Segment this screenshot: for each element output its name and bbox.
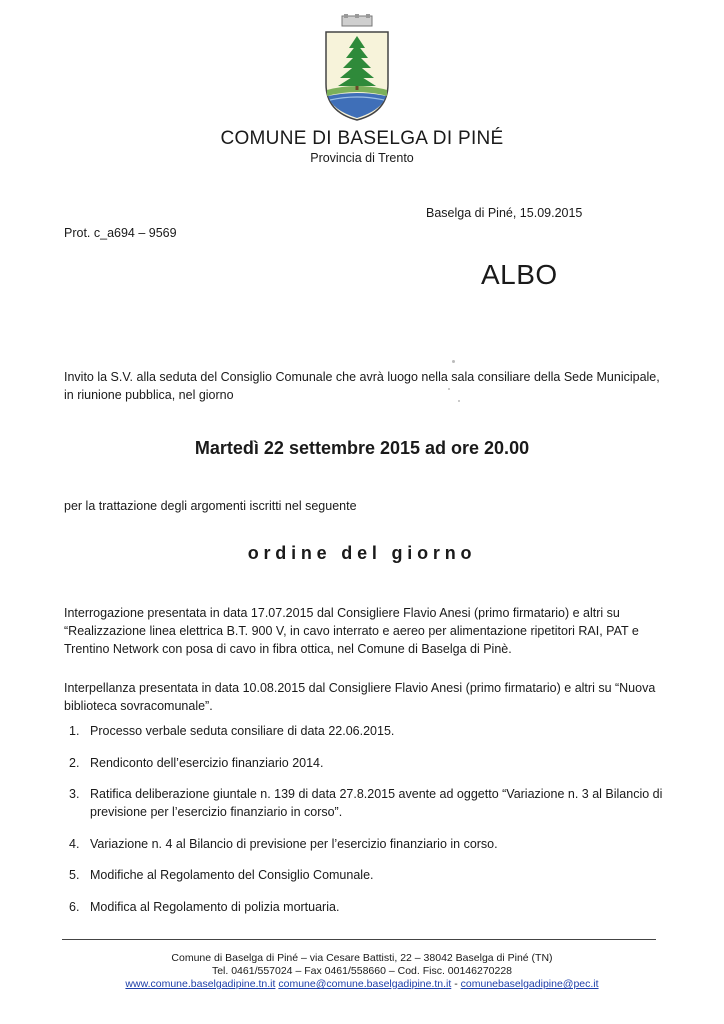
item-text: Variazione n. 4 al Bilancio di previsione per l’esercizio finanziario in corso. <box>90 836 498 851</box>
item-number: 4. <box>69 836 80 851</box>
protocol-number: Prot. c_a694 – 9569 <box>64 226 177 240</box>
invitation-paragraph: Invito la S.V. alla seduta del Consiglio Comunale che avrà luogo nella sala consiliare della Sede Municipale, in riunione pubblica, nel giorno <box>64 370 660 402</box>
email-link[interactable]: comune@comune.baselgadipine.tn.it <box>278 978 452 990</box>
item-text: Modifica al Regolamento di polizia mortuaria. <box>90 899 340 914</box>
meeting-date-heading: Martedì 22 settembre 2015 ad ore 20.00 <box>194 438 530 458</box>
item-text: Modifiche al Regolamento del Consiglio Comunale. <box>90 868 374 882</box>
item-number: 3. <box>69 787 80 801</box>
list-item <box>64 722 664 740</box>
footer-contacts: Tel. 0461/557024 – Fax 0461/558660 – Cod. Fisc. 00146270228 <box>211 965 513 977</box>
item-text: Ratifica deliberazione giuntale n. 139 di data 27.8.2015 avente ad oggetto “Variazione n. 3 al Bilancio di previsione per l’esercizio finanziario in corso”. <box>90 787 663 819</box>
footer-links <box>0 978 724 991</box>
pine-tree-crest-icon <box>322 14 392 122</box>
place-date: Baselga di Piné, 15.09.2015 <box>426 206 583 220</box>
agenda-list <box>64 722 664 929</box>
list-item <box>64 754 664 772</box>
item-number: 1. <box>69 724 80 738</box>
interpellanza-paragraph: Interpellanza presentata in data 10.08.2015 dal Consigliere Flavio Anesi (primo firmatario) e altri su “Nuova biblioteca sovracomunale”. <box>64 681 656 713</box>
list-item <box>64 898 664 916</box>
item-text: Processo verbale seduta consiliare di data 22.06.2015. <box>90 724 395 738</box>
link-separator: - <box>451 978 461 990</box>
list-item <box>64 785 664 821</box>
item-number: 6. <box>69 899 80 914</box>
item-text: Rendiconto dell’esercizio finanziario 2014. <box>90 755 324 770</box>
province-subtitle: Provincia di Trento <box>310 151 414 165</box>
albo-label: ALBO <box>481 259 558 290</box>
agenda-title: ordine del giorno <box>247 543 477 563</box>
footer-divider <box>62 939 656 940</box>
website-link[interactable]: www.comune.baselgadipine.tn.it <box>125 978 276 990</box>
scan-speck <box>452 360 455 363</box>
municipality-title: COMUNE DI BASELGA DI PINÉ <box>220 128 504 149</box>
footer-address: Comune di Baselga di Piné – via Cesare Battisti, 22 – 38042 Baselga di Piné (TN) <box>171 952 553 964</box>
item-number: 5. <box>69 868 80 882</box>
agenda-lead-text: per la trattazione degli argomenti iscritti nel seguente <box>64 499 357 513</box>
interrogazione-paragraph: Interrogazione presentata in data 17.07.2015 dal Consigliere Flavio Anesi (primo firmatario) e altri su “Realizzazione linea elettrica B.T. 900 V, in cavo interrato e aereo per alimentazione ripetitori RAI, PAT e Trentino Network con posa di cavo in fibra ottica, nel Comune di Baselga di Pinè. <box>64 606 639 656</box>
list-item <box>64 866 664 884</box>
pec-email-link[interactable]: comunebaselgadipine@pec.it <box>460 978 599 990</box>
list-item <box>64 835 664 853</box>
item-number: 2. <box>69 755 80 770</box>
